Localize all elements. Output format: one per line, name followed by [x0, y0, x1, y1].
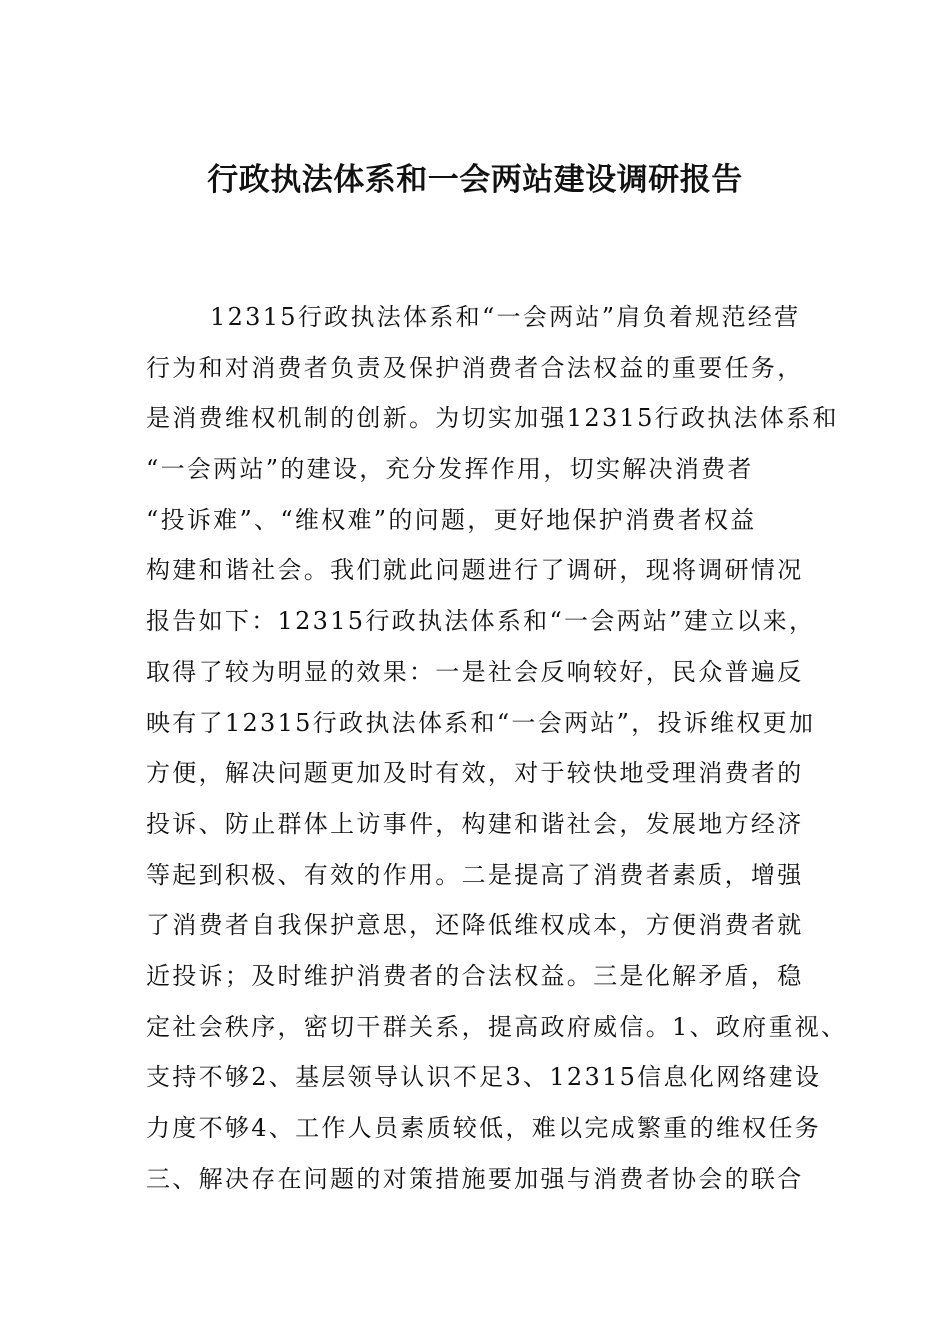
body-line-2: 行为和对消费者负责及保护消费者合法权益的重要任务， [146, 353, 804, 382]
document-body [146, 292, 848, 1204]
body-line-10: 方便，解决问题更加及时有效，对于较快地受理消费者的 [146, 759, 804, 788]
body-line-14: 近投诉；及时维护消费者的合法权益。三是化解矛盾，稳 [146, 961, 804, 990]
body-line-18: 三、解决存在问题的对策措施要加强与消费者协会的联合 [146, 1164, 804, 1193]
body-line-9: 映有了12315行政执法体系和“一会两站”，投诉维权更加 [146, 708, 816, 737]
body-line-6: 构建和谐社会。我们就此问题进行了调研，现将调研情况 [146, 556, 804, 585]
body-line-17: 力度不够4、工作人员素质较低，难以完成繁重的维权任务 [146, 1114, 822, 1142]
body-line-13: 了消费者自我保护意思，还降低维权成本，方便消费者就 [146, 911, 804, 940]
body-line-12: 等起到积极、有效的作用。二是提高了消费者素质，增强 [146, 860, 804, 889]
body-line-15: 定社会秩序，密切干群关系，提高政府威信。1、政府重视、 [146, 1012, 848, 1041]
body-line-5: “投诉难”、“维权难”的问题，更好地保护消费者权益 [146, 505, 757, 534]
body-line-7: 报告如下：12315行政执法体系和“一会两站”建立以来， [146, 607, 816, 636]
body-line-1: 12315行政执法体系和“一会两站”肩负着规范经营 [210, 303, 801, 331]
document-title: 行政执法体系和一会两站建设调研报告 [207, 162, 743, 198]
body-line-4: “一会两站”的建设，充分发挥作用，切实解决消费者 [146, 455, 754, 484]
body-line-3: 是消费维权机制的创新。为切实加强12315行政执法体系和 [146, 404, 839, 433]
body-line-11: 投诉、防止群体上访事件，构建和谐社会，发展地方经济 [146, 809, 804, 838]
body-line-16: 支持不够2、基层领导认识不足3、12315信息化网络建设 [146, 1063, 822, 1092]
body-line-8: 取得了较为明显的效果：一是社会反响较好，民众普遍反 [146, 657, 804, 686]
